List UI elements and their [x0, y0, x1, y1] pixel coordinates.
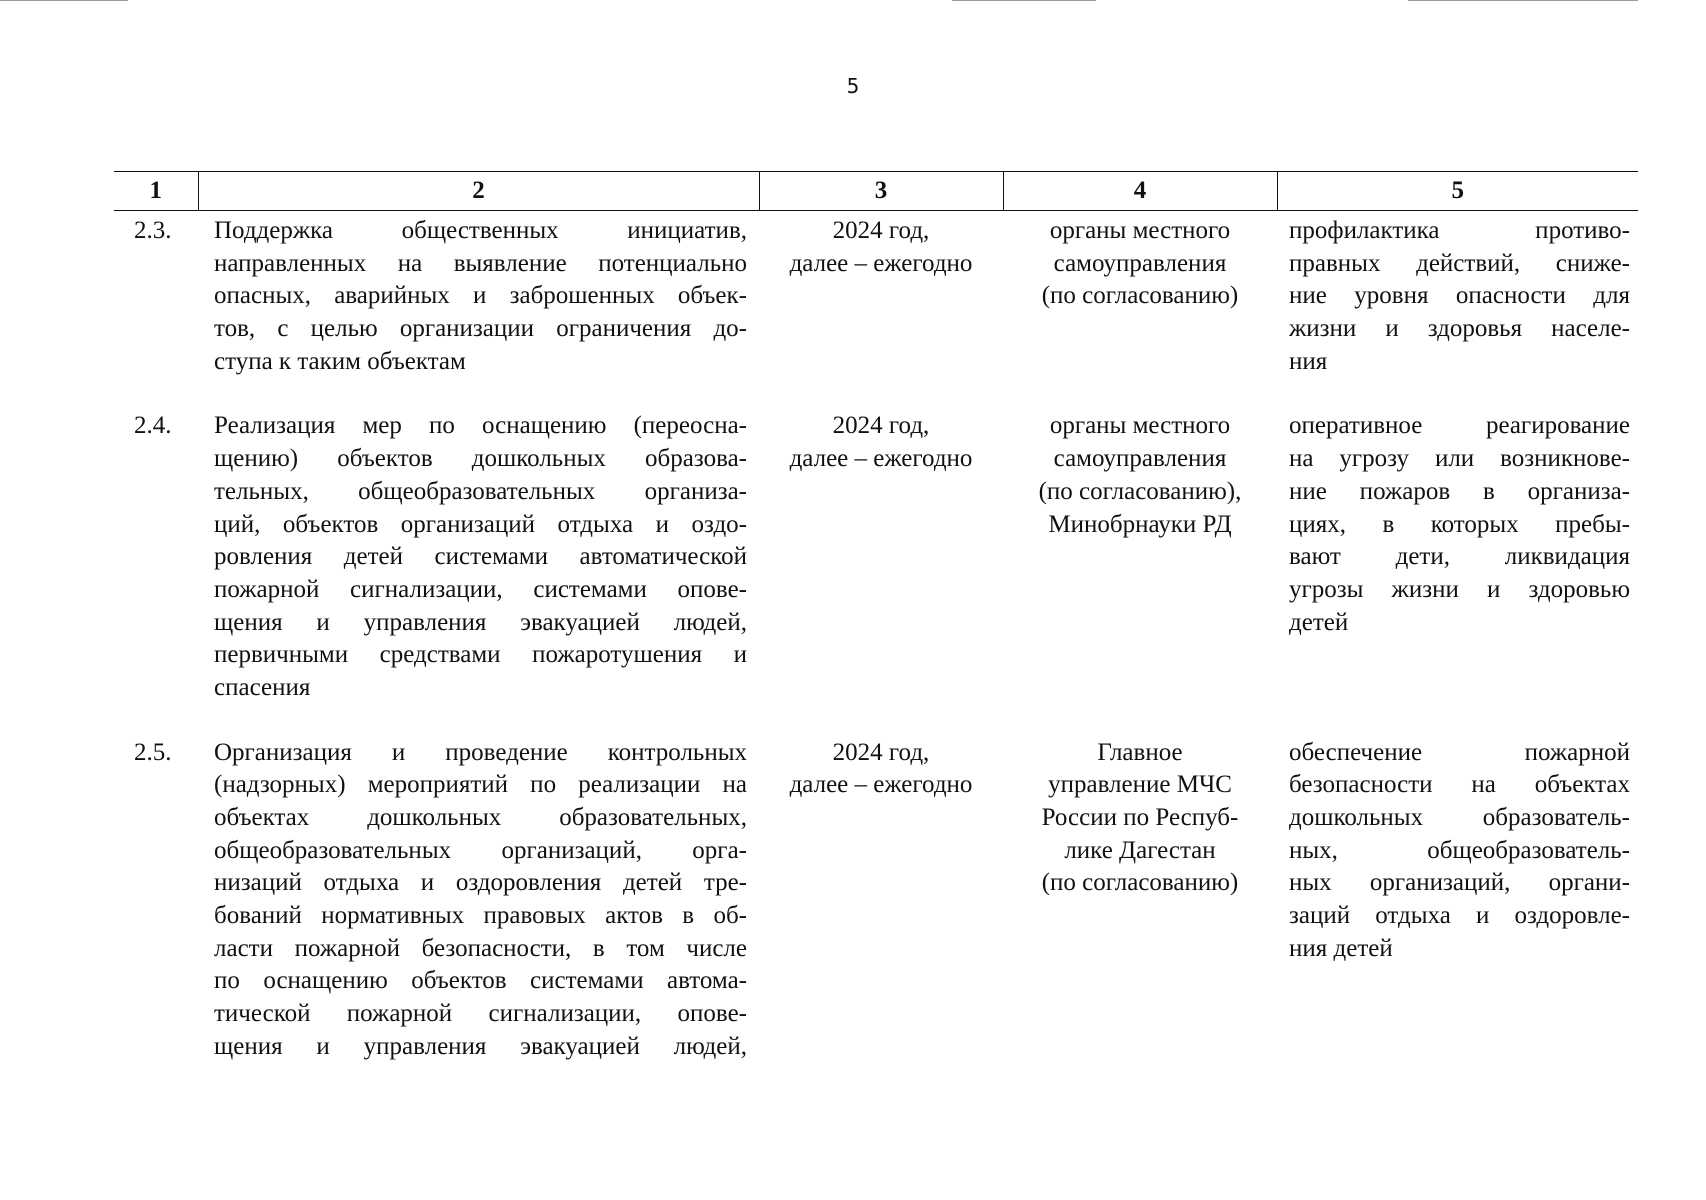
cell-line: направленных на выявление потенциально	[214, 249, 747, 277]
period-cell	[759, 737, 1003, 1084]
cell-line: далее – ежегодно	[789, 445, 973, 473]
cell-line: (по согласованию)	[1041, 869, 1239, 897]
cell-line: далее – ежегодно	[789, 771, 973, 799]
row-number	[114, 410, 198, 736]
cell-line: тической пожарной сигнализации, опове-	[214, 1000, 747, 1028]
cell-line: опасных, аварийных и заброшенных объек-	[214, 282, 747, 310]
result-cell	[1277, 211, 1638, 411]
cell-line: жизни и здоровья населе-	[1289, 315, 1630, 343]
cell-line: ния	[1289, 347, 1328, 375]
action-cell	[198, 211, 759, 411]
measures-table	[114, 171, 1638, 1084]
cell-line: угрозы жизни и здоровью	[1289, 575, 1630, 603]
cell-line: низаций отдыха и оздоровления детей тре-	[214, 869, 747, 897]
cell-line: ние уровня опасности для	[1289, 282, 1630, 310]
cell-line: ровления детей системами автоматической	[214, 543, 747, 571]
period-cell	[759, 410, 1003, 736]
table-header-row	[114, 172, 1638, 211]
cell-line: безопасности на объектах	[1289, 771, 1630, 799]
cell-line: детей	[1289, 608, 1349, 636]
cell-line: органы местного	[1049, 412, 1231, 440]
cell-line: самоуправления	[1053, 445, 1227, 473]
cell-line: ласти пожарной безопасности, в том числе	[214, 934, 747, 962]
cell-line: спасения	[214, 673, 311, 701]
cell-line: (по согласованию)	[1041, 282, 1239, 310]
column-header-executor: 4	[1003, 172, 1277, 211]
column-header-action: 2	[198, 172, 759, 211]
executor-cell	[1003, 737, 1277, 1084]
cell-line: оперативное реагирование	[1289, 412, 1630, 440]
cell-line: бований нормативных правовых актов в об-	[214, 902, 747, 930]
cell-line: дошкольных образователь-	[1289, 804, 1630, 832]
cell-line: ных организаций, органи-	[1289, 869, 1630, 897]
cell-line: 2024 год,	[832, 412, 930, 440]
cell-line: органы местного	[1049, 217, 1231, 244]
result-cell	[1277, 737, 1638, 1084]
cell-line: ных, общеобразователь-	[1289, 836, 1630, 864]
cell-line: циях, в которых пребы-	[1289, 510, 1630, 538]
result-cell	[1277, 410, 1638, 736]
measures-table-container	[114, 171, 1638, 1084]
table-row	[114, 410, 1638, 736]
page-number: 5	[846, 74, 860, 98]
cell-line: ступа к таким объектам	[214, 347, 466, 375]
cell-line: ций, объектов организаций отдыха и оздо-	[214, 510, 747, 538]
cell-line: управление МЧС	[1048, 771, 1232, 799]
cell-line: (по согласованию),	[1038, 477, 1242, 505]
column-header-period: 3	[759, 172, 1003, 211]
cell-line: самоуправления	[1053, 249, 1227, 277]
column-header-number: 1	[114, 172, 198, 211]
executor-cell	[1003, 211, 1277, 411]
table-row	[114, 211, 1638, 411]
cell-line: Реализация мер по оснащению (переосна-	[214, 412, 747, 440]
cell-line: Поддержка общественных инициатив,	[214, 217, 747, 244]
action-cell	[198, 410, 759, 736]
cell-line: пожарной сигнализации, системами опове-	[214, 575, 747, 603]
row-number	[114, 211, 198, 411]
action-cell	[198, 737, 759, 1084]
cell-line: ния детей	[1289, 934, 1393, 962]
cell-line: (надзорных) мероприятий по реализации на	[214, 771, 747, 799]
row-number-text: 2.5.	[134, 738, 172, 766]
cell-line: общеобразовательных организаций, орга-	[214, 836, 747, 864]
scan-edge-mark	[0, 0, 128, 1]
cell-line: первичными средствами пожаротушения и	[214, 641, 747, 669]
scan-edge-mark	[952, 0, 1096, 1]
cell-line: обеспечение пожарной	[1289, 738, 1630, 766]
cell-line: по оснащению объектов системами автома-	[214, 967, 747, 995]
table-row	[114, 737, 1638, 1084]
cell-line: 2024 год,	[832, 738, 930, 766]
cell-line: щения и управления эвакуацией людей,	[214, 1032, 747, 1060]
cell-line: щения и управления эвакуацией людей,	[214, 608, 747, 636]
cell-line: Главное	[1097, 738, 1183, 766]
period-cell	[759, 211, 1003, 411]
cell-line: профилактика противо-	[1289, 217, 1630, 244]
cell-line: тельных, общеобразовательных организа-	[214, 477, 747, 505]
cell-line: 2024 год,	[832, 217, 930, 244]
row-number-text: 2.4.	[134, 412, 172, 440]
cell-line: далее – ежегодно	[789, 249, 973, 277]
cell-line: правных действий, сниже-	[1289, 249, 1630, 277]
cell-line: тов, с целью организации ограничения до-	[214, 315, 747, 343]
cell-line: Организация и проведение контрольных	[214, 738, 747, 766]
row-number	[114, 737, 198, 1084]
cell-line: России по Респуб-	[1041, 804, 1239, 832]
cell-line: Минобрнауки РД	[1048, 510, 1232, 538]
column-header-result: 5	[1277, 172, 1638, 211]
cell-line: ние пожаров в организа-	[1289, 477, 1630, 505]
row-number-text: 2.3.	[134, 217, 172, 244]
executor-cell	[1003, 410, 1277, 736]
cell-line: объектах дошкольных образовательных,	[214, 804, 747, 832]
cell-line: заций отдыха и оздоровле-	[1289, 902, 1630, 930]
cell-line: вают дети, ликвидация	[1289, 543, 1630, 571]
scan-edge-mark	[1408, 0, 1638, 1]
cell-line: на угрозу или возникнове-	[1289, 445, 1630, 473]
cell-line: лике Дагестан	[1064, 836, 1216, 864]
cell-line: щению) объектов дошкольных образова-	[214, 445, 747, 473]
